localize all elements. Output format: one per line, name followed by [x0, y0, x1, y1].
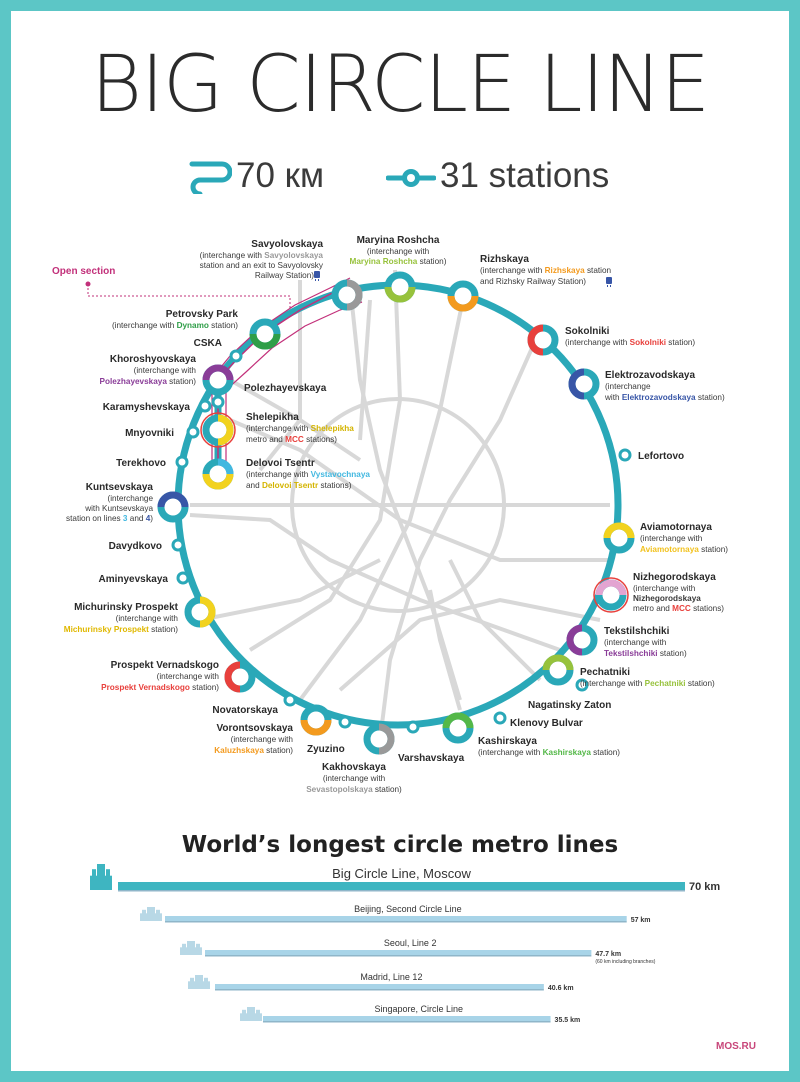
bar-1 — [165, 916, 627, 921]
madrid-gate-icon — [188, 975, 210, 989]
bar-3 — [215, 984, 544, 989]
desc: (interchange with — [604, 638, 667, 647]
station-dot-karamyshevskaya[interactable] — [200, 401, 210, 411]
hl: Polezhayevskaya — [99, 377, 167, 386]
desc: station — [584, 266, 612, 275]
hl: Shelepikha — [310, 424, 354, 433]
svg-text:with Elektrozavodskaya station — [604, 393, 725, 402]
svg-text:metro and MCC stations) — [246, 435, 337, 444]
station-dot-polezhayevskaya[interactable] — [213, 397, 223, 407]
label-cska: CSKA — [193, 338, 222, 349]
station-pechatniki[interactable] — [546, 658, 570, 682]
svg-text:Michurinsky Prospekt station) — [64, 625, 178, 634]
station-name: Petrovsky Park — [165, 309, 238, 320]
label-petrovsky-park — [112, 309, 238, 330]
label-kuntsevskaya — [66, 482, 153, 523]
station-dot-lefortovo[interactable] — [620, 450, 630, 460]
label-kashirskaya — [478, 736, 620, 757]
desc: (interchange — [107, 494, 153, 503]
desc: stations) — [690, 604, 725, 613]
hl: Prospekt Vernadskogo — [101, 683, 190, 692]
label-vorontsovskaya — [214, 723, 293, 755]
svg-text:and Delovoi Tsentr stations) — [246, 481, 352, 490]
label-novatorskaya: Novatorskaya — [212, 705, 278, 716]
station-dot-klenovy[interactable] — [495, 713, 505, 723]
desc: and — [127, 514, 146, 523]
desc: (interchange with — [115, 614, 178, 623]
desc: with — [605, 393, 622, 402]
desc: (interchange with — [565, 338, 630, 347]
bar-label-4: Singapore, Circle Line — [374, 1004, 464, 1014]
beijing-gate-icon — [140, 907, 162, 921]
station-aviamotornaya[interactable] — [607, 526, 631, 550]
label-zyuzino: Zyuzino — [307, 744, 345, 755]
svg-text:station on lines 3 and 4) — [66, 514, 153, 523]
hl: Kaluzhskaya — [214, 746, 264, 755]
desc: station) — [666, 338, 696, 347]
svg-text:Prospekt Vernadskogo station) — [101, 683, 219, 692]
desc: (interchange with — [366, 247, 430, 256]
station-khoroshyovskaya[interactable] — [206, 368, 230, 392]
bar-value-4: 35.5 km — [554, 1017, 581, 1024]
station-name: Tekstilshchiki — [604, 626, 670, 637]
line3: 3 — [122, 514, 128, 523]
station-elektrozavodskaya[interactable] — [572, 372, 596, 396]
svg-text:metro and MCC stations) — [633, 604, 724, 613]
label-prospekt-vernadskogo — [101, 660, 219, 692]
station-name: Savyolovskaya — [251, 239, 323, 250]
desc: station) — [698, 545, 728, 554]
length-stat: 70 км — [236, 156, 325, 195]
line4: 4 — [145, 514, 151, 523]
hl: Nizhegorodskaya — [633, 594, 701, 603]
desc: stations) — [318, 481, 352, 490]
desc: station) — [657, 649, 687, 658]
stations-stat: 31 stations — [440, 156, 610, 195]
hl: Savyolovskaya — [264, 251, 323, 260]
hl: Rizhskaya — [544, 266, 585, 275]
svg-text:Maryina Roshcha station) — [350, 257, 447, 266]
station-name: Aviamotornaya — [640, 522, 712, 533]
source-label: MOS.RU — [716, 1041, 756, 1052]
hl: Sokolniki — [629, 338, 667, 347]
label-terekhovo: Terekhovo — [116, 458, 166, 469]
label-karamyshevskaya: Karamyshevskaya — [102, 402, 190, 413]
station-dot-novatorskaya[interactable] — [285, 695, 295, 705]
station-name: Vorontsovskaya — [216, 723, 293, 734]
svg-text:Polezhayevskaya station) — [100, 377, 197, 386]
label-maryina — [350, 235, 447, 266]
desc: (interchange with — [478, 748, 543, 757]
hl: Pechatniki — [644, 679, 686, 688]
desc: (interchange with — [640, 534, 703, 543]
bar-2 — [205, 950, 591, 955]
hl: Aviamotornaya — [640, 545, 699, 554]
desc: (interchange with — [246, 470, 311, 479]
label-elektrozavodskaya — [604, 370, 725, 402]
station-dot-cska[interactable] — [231, 351, 241, 361]
desc: with Kuntsevskaya — [85, 504, 153, 513]
station-name: Prospekt Vernadskogo — [110, 660, 219, 671]
station-name: Kuntsevskaya — [85, 482, 153, 493]
svg-text:Tekstilshchiki station) — [604, 649, 687, 658]
desc: station) — [695, 393, 725, 402]
hl: Maryina Roshcha — [349, 257, 418, 266]
desc: (interchange with — [580, 679, 645, 688]
desc: and Rizhsky Railway Station) — [480, 277, 587, 286]
desc: (interchange with — [633, 584, 696, 593]
station-delovoi[interactable] — [206, 462, 230, 486]
bar-label-1: Beijing, Second Circle Line — [354, 904, 462, 914]
station-name: Rizhskaya — [480, 254, 529, 265]
desc: station) — [263, 746, 293, 755]
label-sokolniki — [565, 326, 695, 347]
desc: (interchange with — [230, 735, 293, 744]
label-michurinsky — [64, 602, 179, 634]
station-dot-varshavskaya[interactable] — [408, 722, 418, 732]
label-nizhegorodskaya — [633, 572, 724, 613]
bar-value-2: 47.7 km — [595, 951, 622, 958]
station-michurinsky[interactable] — [188, 600, 212, 624]
bar-shadow-1 — [165, 921, 627, 923]
svg-text:Sevastopolskaya station) — [306, 785, 402, 794]
desc: (interchange with — [133, 366, 196, 375]
hl: Dynamo — [176, 321, 209, 330]
singapore-merlion-icon — [240, 1007, 262, 1021]
hl: Tekstilshchiki — [604, 649, 658, 658]
station-dot-terekhovo[interactable] — [177, 457, 187, 467]
station-dot-mnyovniki[interactable] — [188, 427, 198, 437]
page-title: BIG CIRCLE LINE — [90, 40, 710, 130]
bar-value-1: 57 km — [630, 917, 651, 924]
label-lefortovo: Lefortovo — [638, 451, 685, 462]
svg-text:(interchange with Savyolovskay — [200, 251, 324, 260]
station-name: Maryina Roshcha — [356, 235, 440, 246]
comparison-title: World’s longest circle metro lines — [181, 832, 619, 858]
station-maryina[interactable] — [388, 275, 412, 299]
bar-value-0: 70 km — [689, 881, 721, 893]
desc: (interchange with — [156, 672, 219, 681]
desc: station) — [590, 748, 620, 757]
station-kakhovskaya[interactable] — [367, 727, 391, 751]
station-dot-zyuzino[interactable] — [340, 717, 350, 727]
station-name: Delovoi Tsentr — [246, 458, 315, 469]
svg-text:(interchange with Sokolniki st — [565, 338, 695, 347]
hl: Sevastopolskaya — [306, 785, 373, 794]
svg-text:Kaluzhskaya station) — [214, 746, 293, 755]
open-section-dot — [86, 282, 91, 287]
bar-note-2: (60 km including branches) — [595, 959, 656, 965]
desc: station) — [208, 321, 238, 330]
desc: stations) — [303, 435, 338, 444]
desc: (interchange with — [111, 321, 177, 330]
station-dot-davydkovo[interactable] — [173, 540, 183, 550]
desc: (interchange with — [480, 266, 545, 275]
station-name: Kakhovskaya — [322, 762, 386, 773]
label-tekstilshchiki — [604, 626, 687, 658]
desc: (interchange with — [246, 424, 311, 433]
desc: station) — [166, 377, 196, 386]
station-name: Kashirskaya — [478, 736, 537, 747]
label-klenovy: Klenovy Bulvar — [510, 718, 583, 729]
bar-label-0: Big Circle Line, Moscow — [332, 866, 471, 881]
label-savyolovskaya — [200, 239, 324, 280]
desc: and — [246, 481, 262, 490]
svg-text:(interchange with Rizhskaya st — [480, 266, 612, 275]
desc: station) — [685, 679, 715, 688]
svg-text:(interchange with Vystavochnay — [246, 470, 370, 479]
station-name: Michurinsky Prospekt — [74, 602, 178, 613]
station-kuntsevskaya[interactable] — [161, 495, 185, 519]
label-davydkovo: Davydkovo — [108, 541, 162, 552]
label-mnyovniki: Mnyovniki — [125, 428, 174, 439]
bar-shadow-4 — [263, 1021, 551, 1023]
hl: Michurinsky Prospekt — [63, 625, 149, 634]
bar-shadow-0 — [118, 890, 685, 892]
desc: (interchange with — [199, 251, 265, 260]
open-section-pointer — [88, 284, 290, 310]
seoul-tower-icon — [180, 941, 202, 955]
svg-text:Aviamotornaya station) — [640, 545, 728, 554]
desc: station) — [148, 625, 178, 634]
label-varshavskaya: Varshavskaya — [398, 753, 465, 764]
bar-label-3: Madrid, Line 12 — [360, 972, 423, 982]
desc: ) — [150, 514, 153, 523]
svg-text:(interchange with Shelepikha — [246, 424, 354, 433]
hl2: MCC — [285, 435, 304, 444]
svg-text:(interchange with Dynamo stati — [112, 321, 238, 330]
station-name: Elektrozavodskaya — [605, 370, 696, 381]
station-vorontsovskaya[interactable] — [304, 708, 328, 732]
desc: station) — [372, 785, 402, 794]
station-name: Nizhegorodskaya — [633, 572, 716, 583]
desc: station and an exit to Savyolovsky — [199, 261, 323, 270]
station-dot-aminyevskaya[interactable] — [178, 573, 188, 583]
station-savyolovskaya[interactable] — [335, 283, 359, 307]
station-petrovsky-park[interactable] — [253, 322, 277, 346]
desc: Railway Station) — [254, 271, 314, 280]
label-pechatniki — [580, 667, 715, 688]
station-shelepikha[interactable] — [201, 413, 235, 447]
station-name: Shelepikha — [246, 412, 299, 423]
desc: metro and — [633, 604, 673, 613]
station-nizhegorodskaya[interactable] — [594, 578, 628, 612]
label-khoroshyovskaya — [100, 354, 197, 386]
station-prospekt-vernadskogo[interactable] — [228, 665, 252, 689]
station-kashirskaya[interactable] — [446, 716, 470, 740]
desc: station on lines — [66, 514, 123, 523]
bar-shadow-3 — [215, 989, 544, 991]
desc: (interchange — [605, 382, 651, 391]
train-icon-2 — [606, 277, 612, 287]
desc: metro and — [246, 435, 286, 444]
bar-shadow-2 — [205, 955, 591, 957]
train-icon — [314, 271, 320, 281]
comparison-chart — [0, 860, 800, 1040]
station-rizhskaya[interactable] — [451, 284, 475, 308]
bar-4 — [263, 1016, 551, 1021]
svg-text:(interchange with Pechatniki s — [580, 679, 715, 688]
label-aminyevskaya: Aminyevskaya — [98, 574, 168, 585]
label-rizhskaya — [480, 254, 612, 286]
bar-value-3: 40.6 km — [547, 985, 574, 992]
label-aviamotornaya — [640, 522, 728, 554]
hl2: Delovoi Tsentr — [261, 481, 319, 490]
station-name: Pechatniki — [580, 667, 631, 678]
desc: (interchange with — [322, 774, 386, 783]
open-section-label: Open section — [52, 266, 116, 277]
bar-0 — [118, 882, 685, 890]
station-sokolniki[interactable] — [531, 328, 555, 352]
svg-text:(interchange with Kashirskaya — [478, 748, 620, 757]
hl: Vystavochnaya — [310, 470, 370, 479]
hl2: MCC — [672, 604, 691, 613]
label-kakhovskaya — [306, 762, 402, 794]
desc: station) — [189, 683, 219, 692]
station-tekstilshchiki[interactable] — [570, 628, 594, 652]
bar-label-2: Seoul, Line 2 — [383, 938, 437, 948]
label-nagatinsky: Nagatinsky Zaton — [528, 700, 612, 711]
moscow-kremlin-icon — [90, 864, 112, 890]
desc: station) — [417, 257, 447, 266]
label-polezhayevskaya: Polezhayevskaya — [244, 383, 327, 394]
station-name: Khoroshyovskaya — [109, 354, 196, 365]
station-name: Sokolniki — [565, 326, 610, 337]
hl: Kashirskaya — [542, 748, 591, 757]
hl: Elektrozavodskaya — [621, 393, 696, 402]
